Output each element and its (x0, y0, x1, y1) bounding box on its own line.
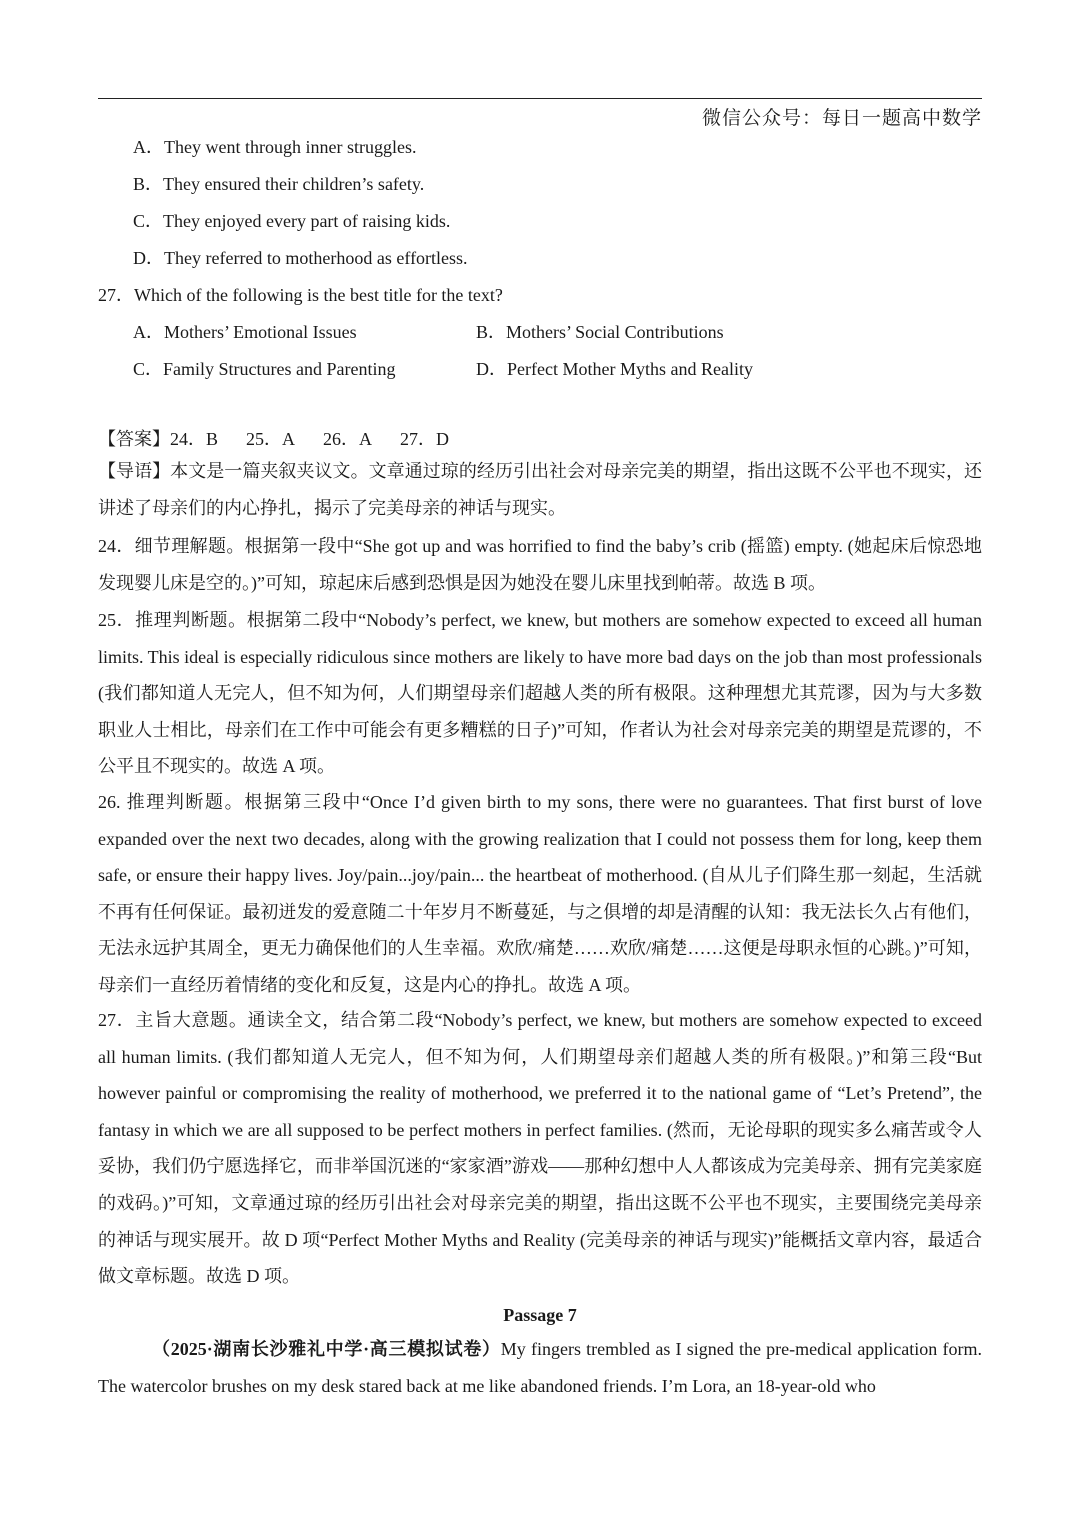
explanation-25: 25．推理判断题。根据第二段中“Nobody’s perfect, we knew, but mothers are somehow expected to exceed all human limits. This ideal is especially ridiculous since mothers are likely to have more bad days on the job than most professionals (我们都知道人无完人，但不知为何，人们期望母亲们超越人类的所有极限。这种理想尤其荒谬，因为与大多数职业人士相比，母亲们在工作中可能会有更多糟糕的日子)”可知，作者认为社会对母亲完美的期望是荒谬的，不公平且不现实的。故选 A 项。 (98, 610, 982, 777)
answer-24: 24．B (170, 429, 219, 449)
answer-27: 27．D (400, 429, 450, 449)
q26-option-c: C．They enjoyed every part of raising kids. (133, 211, 451, 231)
explanation-27: 27．主旨大意题。通读全文，结合第二段“Nobody’s perfect, we knew, but mothers are somehow expected to exceed all human limits. (我们都知道人无完人，但不知为何，人们期望母亲们超越人类的所有极限。)”和第三段“But however painful or compromising the reality of motherhood, we preferred it to the national game of “Let’s Pretend”, the fantasy in which we are all supposed to be perfect mothers in perfect families. (然而，无论母职的现实多么痛苦或令人妥协，我们仍宁愿选择它，而非举国沉迷的“家家酒”游戏——那种幻想中人人都该成为完美母亲、拥有完美家庭的戏码。)”可知，文章通过琼的经历引出社会对母亲完美的期望，指出这既不公平也不现实，主要围绕完美母亲的神话与现实展开。故 D 项“Perfect Mother Myths and Reality (完美母亲的神话与现实)”能概括文章内容，最适合做文章标题。故选 D 项。 (98, 1010, 982, 1287)
answer-line (98, 425, 449, 451)
passage-source: （2025·湖南长沙雅礼中学·高三模拟试卷） (152, 1339, 501, 1359)
header-rule (98, 98, 982, 99)
answer-26: 26．A (323, 429, 373, 449)
q27-option-b: B．Mothers’ Social Contributions (476, 322, 724, 342)
q26-option-d: D．They referred to motherhood as effortless. (133, 248, 468, 268)
passage-title: Passage 7 (503, 1305, 577, 1325)
passage-text: My fingers trembled as I signed the pre-medical application form. The watercolor brushes on my desk stared back at me like abandoned friends. I’m Lora, an 18-year-old who (98, 1339, 982, 1396)
q27-option-d: D．Perfect Mother Myths and Reality (476, 359, 753, 379)
q26-option-b: B．They ensured their children’s safety. (133, 174, 425, 194)
explanation-24: 24．细节理解题。根据第一段中“She got up and was horrified to find the baby’s crib (摇篮) empty. (她起床后惊恐地发现婴儿床是空的。)”可知，琼起床后感到恐惧是因为她没在婴儿床里找到帕蒂。故选 B 项。 (98, 536, 982, 593)
answer-label: 【答案】 (98, 429, 170, 449)
passage-paragraph (98, 1331, 982, 1404)
explanation-26: 26. 推理判断题。根据第三段中“Once I’d given birth to my sons, there were no guarantees. That first burst of love expanded over the next two decades, along with the growing realization that I could not possess them for long, keep them safe, or ensure their happy lives. Joy/pain...joy/pain... the heartbeat of motherhood. (自从儿子们降生那一刻起，生活就不再有任何保证。最初迸发的爱意随二十年岁月不断蔓延，与之俱增的却是清醒的认知：我无法长久占有他们，无法永远护其周全，更无力确保他们的人生幸福。欢欣/痛楚……欢欣/痛楚……这便是母职永恒的心跳。)”可知，母亲们一直经历着情绪的变化和反复，这是内心的挣扎。故选 A 项。 (98, 792, 982, 995)
intro-paragraph: 【导语】本文是一篇夹叙夹议文。文章通过琼的经历引出社会对母亲完美的期望，指出这既不公平也不现实，还讲述了母亲们的内心挣扎，揭示了完美母亲的神话与现实。 (98, 461, 982, 518)
q27-stem: 27．Which of the following is the best title for the text? (98, 285, 503, 305)
header-note: 微信公众号：每日一题高中数学 (701, 107, 982, 129)
q27-option-c: C．Family Structures and Parenting (133, 359, 396, 379)
q26-option-a: A．They went through inner struggles. (133, 137, 417, 157)
q27-option-a: A．Mothers’ Emotional Issues (133, 322, 357, 342)
answer-25: 25．A (246, 429, 296, 449)
